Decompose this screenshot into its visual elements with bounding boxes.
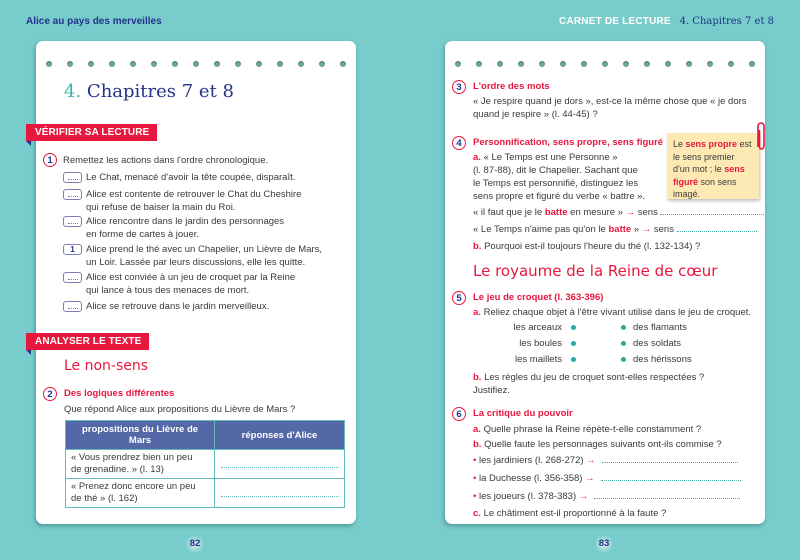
example-text: « il faut que je le xyxy=(473,207,545,218)
binder-hole xyxy=(214,61,220,67)
binder-hole xyxy=(623,61,629,67)
binder-hole xyxy=(644,61,650,67)
q6c-text: Le châtiment est-il proportionné à la faute ? xyxy=(483,508,667,519)
running-head-right xyxy=(559,16,774,27)
order-item-text: Le Chat, menacé d'avoir la tête coupée, disparaît. xyxy=(86,172,296,183)
note-text: Le xyxy=(673,139,686,149)
order-item-text: Alice prend le thé avec un Chapelier, un Lièvre de Mars, xyxy=(86,244,323,255)
match-dot-right[interactable] xyxy=(621,357,626,362)
q6-title: La critique du pouvoir xyxy=(473,408,573,419)
binder-hole xyxy=(518,61,524,67)
match-right-item: des soldats xyxy=(633,338,682,349)
question-number-3: 3 xyxy=(452,80,466,94)
order-input-box[interactable] xyxy=(63,272,82,283)
order-item-text: qui refuse de baiser la main du Roi. xyxy=(86,202,236,213)
order-input-box[interactable] xyxy=(63,216,82,227)
match-left-item: les maillets xyxy=(515,354,562,365)
proposition-line: « Vous prendrez bien un peu xyxy=(71,452,193,463)
subtitle-royaume: Le royaume de la Reine de cœur xyxy=(473,262,718,280)
question-number-6: 6 xyxy=(452,407,466,421)
chapter-number: 4. xyxy=(64,81,82,102)
proposition-line: « Prenez donc encore un peu xyxy=(71,481,196,492)
match-dot-left[interactable] xyxy=(571,341,576,346)
character-fault-item xyxy=(473,472,741,485)
paperclip-icon xyxy=(755,121,767,151)
binder-hole xyxy=(707,61,713,67)
running-head-section: CARNET DE LECTURE xyxy=(559,16,671,27)
page-number-right: 83 xyxy=(593,536,615,552)
note-text: est le sens premier d'un mot ; le xyxy=(673,139,752,174)
binder-hole xyxy=(749,61,755,67)
order-item-text: Alice est contente de retrouver le Chat du Cheshire xyxy=(86,189,302,200)
chapter-title xyxy=(64,81,234,102)
order-input-box[interactable] xyxy=(63,189,82,200)
q4a-label: a. xyxy=(473,152,481,163)
q5b-line-1 xyxy=(473,371,704,384)
q6a xyxy=(473,423,701,436)
q4a-line-2: (l. 87-88), dit le Chapelier. Sachant que xyxy=(473,165,638,176)
binder-hole xyxy=(235,61,241,67)
binder-hole xyxy=(340,61,346,67)
order-item-text: un Loir. Lassée par leurs discussions, elle les quitte. xyxy=(86,257,306,268)
q3-line-1: « Je respire quand je dors », est-ce la même chose que « je dors xyxy=(473,96,747,107)
table-row xyxy=(66,479,345,508)
binder-hole xyxy=(602,61,608,67)
example-text: « Le Temps n'aime pas qu'on le xyxy=(473,224,609,235)
answer-dotted-line[interactable] xyxy=(601,472,741,481)
example-text: en mesure » xyxy=(567,207,626,218)
binder-hole xyxy=(46,61,52,67)
answer-dotted-line[interactable] xyxy=(602,454,738,463)
subtitle-le-non-sens: Le non-sens xyxy=(64,358,149,374)
q4a-line-4: sens propre et figuré du verbe « battre ». xyxy=(473,191,646,202)
example-text: sens xyxy=(651,224,674,235)
q4a-line-1 xyxy=(473,151,618,164)
binder-hole xyxy=(193,61,199,67)
character-label: la Duchesse (l. 356-358) xyxy=(478,473,586,484)
q6c xyxy=(473,507,666,520)
match-dot-left[interactable] xyxy=(571,325,576,330)
q4b-text: Pourquoi est-il toujours l'heure du thé (l. 132-134) ? xyxy=(484,241,701,252)
chapter-title-text: Chapitres 7 et 8 xyxy=(86,81,234,102)
match-left-item: les arceaux xyxy=(513,322,562,333)
binder-hole xyxy=(728,61,734,67)
banner-verifier-sa-lecture: VÉRIFIER SA LECTURE xyxy=(26,124,157,141)
running-head-book-title: Alice au pays des merveilles xyxy=(26,16,162,27)
match-dot-right[interactable] xyxy=(621,341,626,346)
q6c-label: c. xyxy=(473,508,481,519)
q4a-line-3: le Temps est personnifié, distinguez les xyxy=(473,178,639,189)
binder-hole xyxy=(172,61,178,67)
q6b-text: Quelle faute les personnages suivants ont-ils commise ? xyxy=(484,439,722,450)
arrow-icon: → xyxy=(641,224,652,235)
order-item-text: en forme de cartes à jouer. xyxy=(86,229,200,240)
question-number-4: 4 xyxy=(452,136,466,150)
q5b-text: Les règles du jeu de croquet sont-elles respectées ? xyxy=(484,372,705,383)
left-page-card xyxy=(36,41,356,524)
definition-note xyxy=(667,133,759,199)
match-left-item: les boules xyxy=(519,338,562,349)
binder-hole xyxy=(455,61,461,67)
q4a-text: « Le Temps est une Personne » xyxy=(483,152,618,163)
q2-title: Des logiques différentes xyxy=(64,388,175,399)
binder-holes xyxy=(455,61,755,67)
answer-dotted-line[interactable] xyxy=(221,467,339,468)
order-item-text: Alice se retrouve dans le jardin merveilleux. xyxy=(86,301,270,312)
answer-dotted-line[interactable] xyxy=(660,206,764,215)
table-cell-proposition xyxy=(66,479,215,508)
question-number-1: 1 xyxy=(43,153,57,167)
example-highlight: batte xyxy=(544,207,568,218)
binder-hole xyxy=(476,61,482,67)
character-fault-item xyxy=(473,454,738,467)
q5-title: Le jeu de croquet (l. 363-396) xyxy=(473,292,604,303)
question-number-5: 5 xyxy=(452,291,466,305)
character-label: les jardiniers (l. 268-272) xyxy=(478,455,587,466)
question-number-2: 2 xyxy=(43,387,57,401)
proposition-line: de grenadine. » (l. 13) xyxy=(71,464,164,475)
character-label: les joueurs (l. 378-383) xyxy=(478,491,579,502)
arrow-icon: → xyxy=(578,491,589,502)
answer-dotted-line[interactable] xyxy=(594,490,740,499)
order-item-text: Alice est conviée à un jeu de croquet par la Reine xyxy=(86,272,296,283)
q4b-label: b. xyxy=(473,241,482,252)
q4-title: Personnification, sens propre, sens figuré xyxy=(473,137,664,148)
binder-hole xyxy=(109,61,115,67)
bullet-icon: • xyxy=(473,473,479,484)
binder-hole xyxy=(319,61,325,67)
table-cell-proposition xyxy=(66,450,215,479)
match-right-item: des flamants xyxy=(633,322,687,333)
order-item-text: qui lance à tous des menaces de mort. xyxy=(86,285,250,296)
q6b xyxy=(473,438,722,451)
binder-hole xyxy=(497,61,503,67)
page-number-left: 82 xyxy=(184,536,206,552)
q1-prompt: Remettez les actions dans l'ordre chronologique. xyxy=(63,155,269,166)
match-dot-right[interactable] xyxy=(621,325,626,330)
banner-analyser-le-texte: ANALYSER LE TEXTE xyxy=(26,333,149,350)
table-row xyxy=(66,450,345,479)
binder-hole xyxy=(277,61,283,67)
q6b-label: b. xyxy=(473,439,482,450)
answer-dotted-line[interactable] xyxy=(221,496,339,497)
example-highlight: batte xyxy=(608,224,632,235)
match-right-item: des hérissons xyxy=(633,354,692,365)
arrow-icon: → xyxy=(586,455,596,466)
binder-hole xyxy=(130,61,136,67)
answer-field[interactable] xyxy=(215,479,345,508)
arrow-icon: → xyxy=(585,473,595,484)
binder-hole xyxy=(560,61,566,67)
note-term-sens-figure: sens figuré xyxy=(673,164,745,187)
match-dot-left[interactable] xyxy=(571,357,576,362)
q4-example-2 xyxy=(473,223,757,236)
table-header-propositions: propositions du Lièvre de Mars xyxy=(66,421,215,450)
q5b-label: b. xyxy=(473,372,482,383)
binder-hole xyxy=(67,61,73,67)
q5a-label: a. xyxy=(473,307,481,318)
binder-hole xyxy=(665,61,671,67)
answer-dotted-line[interactable] xyxy=(677,223,757,232)
order-input-box[interactable] xyxy=(63,301,82,312)
binder-hole xyxy=(256,61,262,67)
binder-hole xyxy=(539,61,545,67)
q5a xyxy=(473,306,751,319)
q5a-text: Reliez chaque objet à l'être vivant utilisé dans le jeu de croquet. xyxy=(483,307,752,318)
note-text: son sens imagé. xyxy=(673,176,737,199)
right-page-card xyxy=(445,41,765,524)
character-fault-item xyxy=(473,490,740,503)
example-text: sens xyxy=(635,207,658,218)
running-head-chapter: 4. Chapitres 7 et 8 xyxy=(679,16,774,27)
note-term-sens-propre: sens propre xyxy=(685,139,738,149)
q6a-text: Quelle phrase la Reine répète-t-elle constamment ? xyxy=(483,424,702,435)
answer-field[interactable] xyxy=(215,450,345,479)
binder-hole xyxy=(151,61,157,67)
q5b-line-2: Justifiez. xyxy=(473,385,510,396)
q4-example-1 xyxy=(473,206,764,219)
bullet-icon: • xyxy=(473,491,479,502)
binder-holes xyxy=(46,61,346,67)
answer-table xyxy=(65,420,345,508)
arrow-icon: → xyxy=(625,207,636,218)
proposition-line: de thé » (l. 162) xyxy=(71,493,138,504)
order-item-text: Alice rencontre dans le jardin des personnages xyxy=(86,216,285,227)
table-header-reponses: réponses d'Alice xyxy=(215,421,345,450)
q4b xyxy=(473,240,700,253)
example-text: » xyxy=(631,224,642,235)
binder-hole xyxy=(686,61,692,67)
q3-title: L'ordre des mots xyxy=(473,81,550,92)
q3-line-2: quand je respire » (l. 44-45) ? xyxy=(473,109,598,120)
binder-hole xyxy=(298,61,304,67)
bullet-icon: • xyxy=(473,455,479,466)
q2-prompt: Que répond Alice aux propositions du Lièvre de Mars ? xyxy=(64,404,296,415)
order-input-box[interactable] xyxy=(63,172,82,183)
q6a-label: a. xyxy=(473,424,481,435)
binder-hole xyxy=(88,61,94,67)
binder-hole xyxy=(581,61,587,67)
order-input-box[interactable]: 1 xyxy=(63,244,82,255)
